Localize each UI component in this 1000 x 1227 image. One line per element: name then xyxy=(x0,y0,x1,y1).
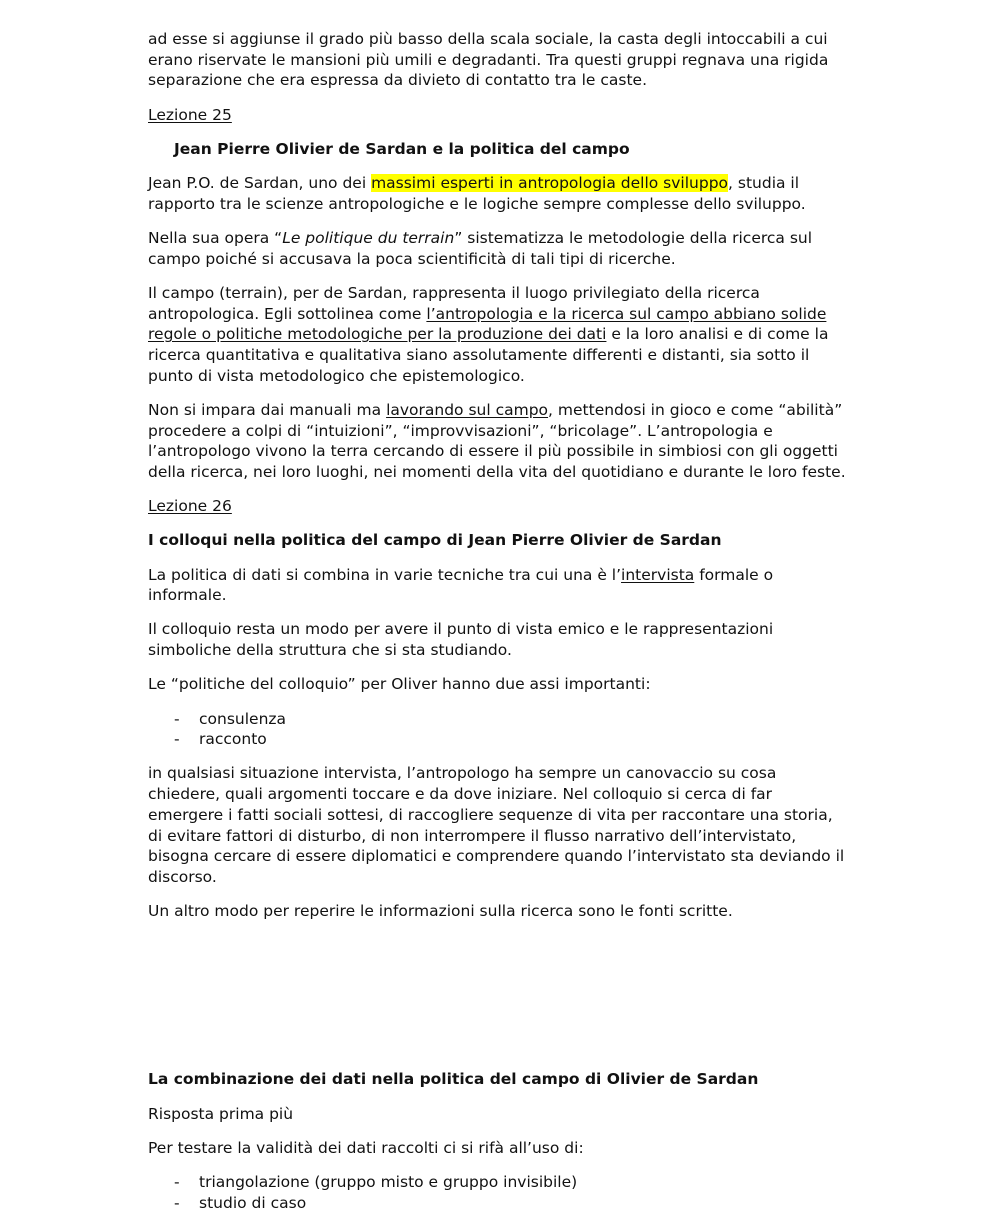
lesson-26-heading: I colloqui nella politica del campo di Jean Pierre Olivier de Sardan xyxy=(148,531,722,550)
text-run: formale o informale. xyxy=(148,565,774,605)
italic-title: Le politique du terrain xyxy=(282,228,455,247)
list-item: - racconto xyxy=(148,729,848,750)
lesson-25-heading: Jean Pierre Olivier de Sardan e la politica del campo xyxy=(174,139,630,158)
text-run: Nella sua opera “ xyxy=(148,228,283,247)
politiche-paragraph: Le “politiche del colloquio” per Oliver hanno due assi importanti: xyxy=(148,675,651,694)
underlined-text: l’antropologia e la ricerca sul campo abbiano solide regole o politiche metodologiche per la produzione dei dati xyxy=(148,304,827,344)
text-run: Jean P.O. de Sardan, uno dei xyxy=(148,174,372,193)
fonti-paragraph: Un altro modo per reperire le informazioni sulla ricerca sono le fonti scritte. xyxy=(148,902,733,921)
campo-paragraph xyxy=(148,283,848,387)
text-run: , mettendosi in gioco e come “abilità” procedere a colpi di “intuizioni”, “improvvisazioni”, “bricolage”. L’antropologia e l’antropologo vivono la terra cercando di essere il più possibile in simbiosi con gli oggetti della ricerca, nei loro luoghi, nei momenti della vita del quotidiano e durante le loro feste. xyxy=(148,400,846,481)
assi-list xyxy=(148,709,848,750)
dati-paragraph xyxy=(148,565,848,606)
opera-paragraph xyxy=(148,228,848,269)
sardan-intro-paragraph xyxy=(148,173,848,214)
highlighted-text: massimi esperti in antropologia dello sviluppo xyxy=(371,174,729,193)
underlined-text: intervista xyxy=(621,565,695,584)
lesson-25-label xyxy=(148,105,848,126)
text-run: Il campo (terrain), per de Sardan, rappresenta il luogo privilegiato della ricerca antropologica. Egli sottolinea come xyxy=(148,283,760,323)
validita-paragraph: Per testare la validità dei dati raccolti ci si rifà all’uso di: xyxy=(148,1138,584,1157)
lesson-25-label-text: Lezione 25 xyxy=(148,105,232,124)
intervista-paragraph: in qualsiasi situazione intervista, l’antropologo ha sempre un canovaccio su cosa chiedere, quali argomenti toccare e da dove iniziare. Nel colloquio si cerca di far emergere i fatti sociali sottesi, di raccogliere sequenze di vita per raccontare una storia, di evitare fattori di disturbo, di non interrompere il flusso narrativo dell’intervistato, bisogna cercare di essere diplomatici e comprendere quando l’intervistato sta deviando il discorso. xyxy=(148,764,845,886)
page-gap xyxy=(148,935,848,1069)
combinazione-heading: La combinazione dei dati nella politica del campo di Olivier de Sardan xyxy=(148,1070,759,1089)
document-page xyxy=(148,29,848,1227)
risposta-paragraph: Risposta prima più xyxy=(148,1104,294,1123)
colloquio-paragraph: Il colloquio resta un modo per avere il punto di vista emico e le rappresentazioni simboliche della struttura che si sta studiando. xyxy=(148,620,774,660)
text-run: La politica di dati si combina in varie tecniche tra cui una è l’ xyxy=(148,565,622,584)
intro-paragraph: ad esse si aggiunse il grado più basso della scala sociale, la casta degli intoccabili a cui erano riservate le mansioni più umili e degradanti. Tra questi gruppi regnava una rigida separazione che era espressa da divieto di contatto tra le caste. xyxy=(148,30,829,90)
text-run: e la loro analisi e di come la ricerca quantitativa e qualitativa siano assolutamente differenti e distanti, sia sotto il punto di vista metodologico che epistemologico. xyxy=(148,325,829,385)
lesson-26-label-text: Lezione 26 xyxy=(148,497,232,516)
text-run: , studia il rapporto tra le scienze antropologiche e le logiche sempre complesse dello sviluppo. xyxy=(148,174,806,213)
list-item: - studio di caso xyxy=(148,1193,848,1214)
list-item: - consulenza xyxy=(148,709,848,730)
text-run: ” sistematizza le metodologie della ricerca sul campo poiché si accusava la poca scientificità di tali tipi di ricerche. xyxy=(148,228,813,268)
manuali-paragraph xyxy=(148,400,848,483)
list-item: - triangolazione (gruppo misto e gruppo invisibile) xyxy=(148,1172,848,1193)
validita-list xyxy=(148,1172,848,1213)
underlined-text: lavorando sul campo xyxy=(386,400,549,419)
text-run: Non si impara dai manuali ma xyxy=(148,400,387,419)
lesson-26-label xyxy=(148,496,848,517)
